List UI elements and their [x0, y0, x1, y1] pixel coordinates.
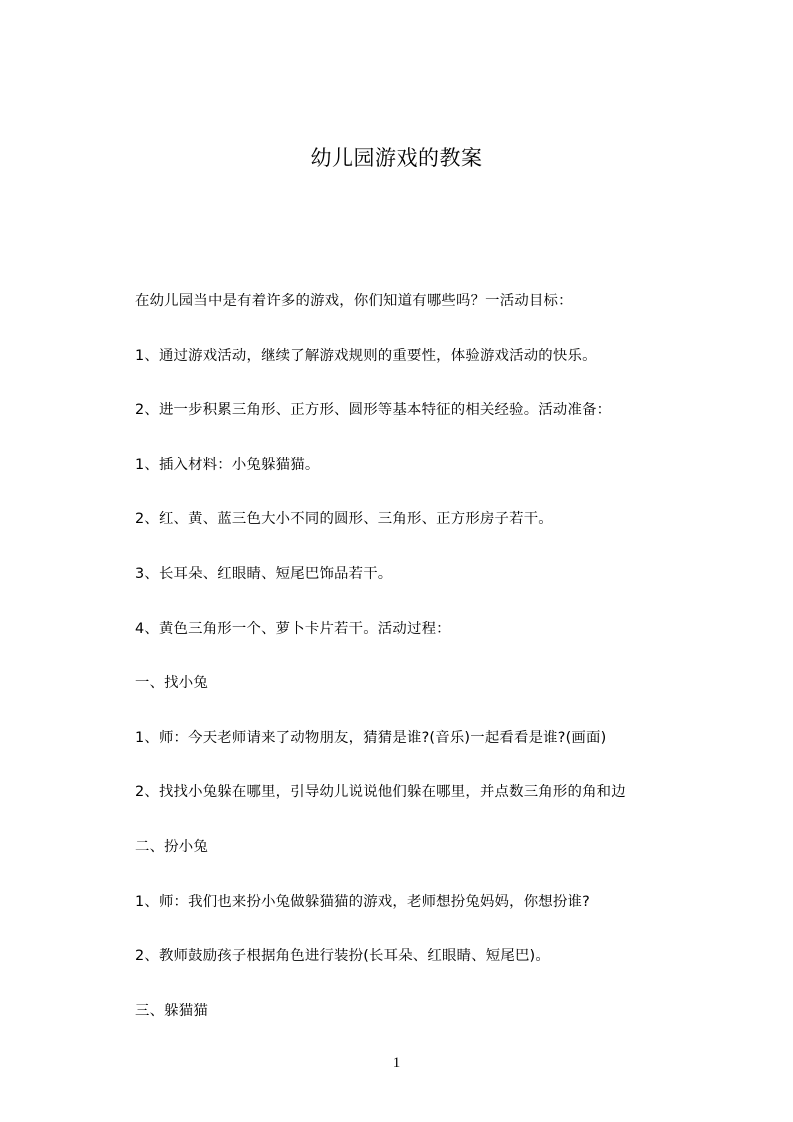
document-body [135, 288, 695, 1052]
document-title: 幼儿园游戏的教案 [310, 146, 483, 170]
paragraph-goal-1: 1、通过游戏活动，继续了解游戏规则的重要性，体验游戏活动的快乐。 [135, 347, 597, 364]
section-heading-hide-seek: 三、躲猫猫 [135, 1002, 208, 1019]
section-heading-find-rabbit: 一、找小兔 [135, 675, 208, 692]
paragraph-find-2: 2、找找小兔躲在哪里，引导幼儿说说他们躲在哪里，并点数三角形的角和边 [135, 784, 626, 801]
paragraph-dress-1: 1、师：我们也来扮小兔做躲猫猫的游戏，老师想扮兔妈妈，你想扮谁? [135, 893, 590, 910]
section-heading-dress-rabbit: 二、扮小兔 [135, 838, 208, 855]
paragraph-dress-2: 2、教师鼓励孩子根据角色进行装扮(长耳朵、红眼睛、短尾巴)。 [135, 948, 550, 965]
paragraph-goal-2: 2、进一步积累三角形、正方形、圆形等基本特征的相关经验。活动准备： [135, 402, 612, 419]
paragraph-prep-3: 3、长耳朵、红眼睛、短尾巴饰品若干。 [135, 565, 393, 582]
paragraph-prep-2: 2、红、黄、蓝三色大小不同的圆形、三角形、正方形房子若干。 [135, 511, 553, 528]
page-number: 1 [392, 1055, 401, 1071]
paragraph-prep-4: 4、黄色三角形一个、萝卜卡片若干。活动过程： [135, 620, 451, 637]
paragraph-find-1: 1、师：今天老师请来了动物朋友，猜猜是谁?(音乐)一起看看是谁?(画面) [135, 729, 607, 746]
paragraph-prep-1: 1、插入材料：小兔躲猫猫。 [135, 456, 320, 473]
paragraph-intro: 在幼儿园当中是有着许多的游戏，你们知道有哪些吗？一活动目标： [135, 293, 573, 309]
